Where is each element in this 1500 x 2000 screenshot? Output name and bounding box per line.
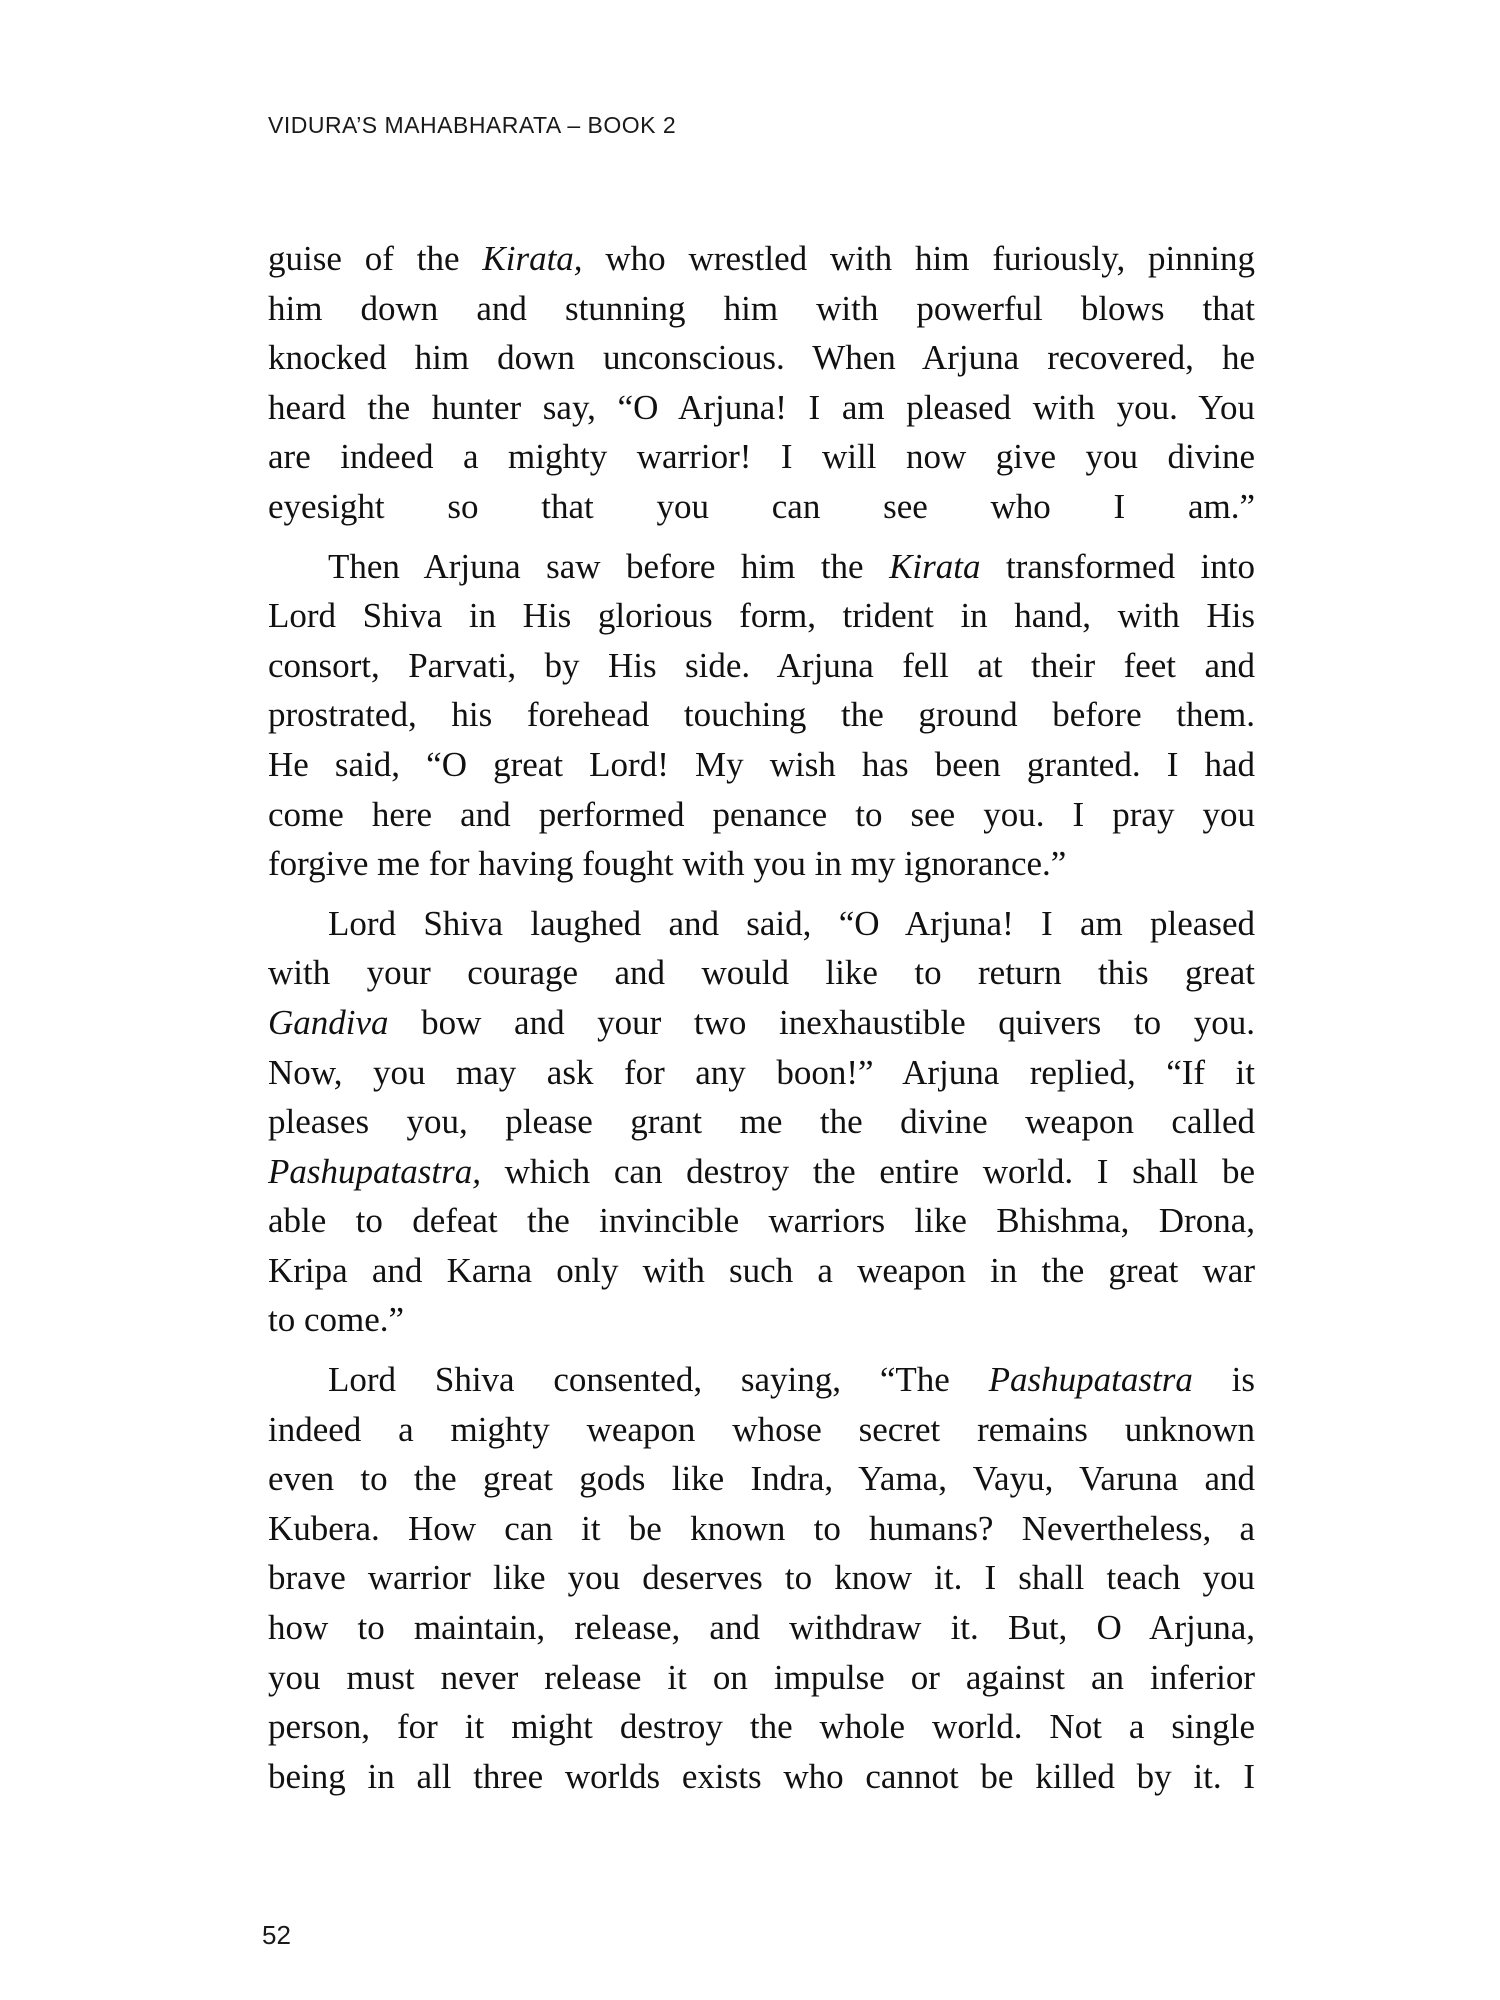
italic-term: Gandiva xyxy=(268,1002,389,1042)
text-line: Kripa and Karna only with such a weapon in the great war xyxy=(268,1250,1255,1290)
italic-term: Kirata xyxy=(889,546,981,586)
text-line: with your courage and would like to return this great xyxy=(268,953,1255,993)
italic-term: Pashupatastra, xyxy=(268,1151,481,1191)
text-line: Gandiva bow and your two inexhaustible quivers to you. xyxy=(268,1002,1255,1042)
text-line: eyesight so that you can see who I am.” xyxy=(268,486,1255,526)
running-head: VIDURA’S MAHABHARATA – BOOK 2 xyxy=(268,112,677,138)
text-line: Lord Shiva consented, saying, “The Pashupatastra is xyxy=(328,1360,1255,1400)
text-line: Lord Shiva laughed and said, “O Arjuna! I am pleased xyxy=(328,903,1255,943)
text-line: heard the hunter say, “O Arjuna! I am pleased with you. You xyxy=(268,387,1255,427)
text-line: Kubera. How can it be known to humans? Nevertheless, a xyxy=(268,1508,1255,1548)
text-line: even to the great gods like Indra, Yama, Vayu, Varuna and xyxy=(268,1459,1255,1499)
text-line: him down and stunning him with powerful blows that xyxy=(268,288,1255,328)
text-line: are indeed a mighty warrior! I will now give you divine xyxy=(268,437,1255,477)
text-line: you must never release it on impulse or against an inferior xyxy=(268,1657,1255,1697)
text-line: being in all three worlds exists who cannot be killed by it. I xyxy=(268,1756,1255,1796)
text-line: prostrated, his forehead touching the ground before them. xyxy=(268,695,1255,735)
text-line: to come.” xyxy=(268,1300,405,1340)
paragraph-3 xyxy=(268,899,1255,1345)
text-line: guise of the Kirata, who wrestled with him furiously, pinning xyxy=(268,239,1256,278)
text-line: come here and performed penance to see you. I pray you xyxy=(268,794,1255,834)
text-line: Then Arjuna saw before him the Kirata transformed into xyxy=(328,546,1255,586)
text-line: knocked him down unconscious. When Arjuna recovered, he xyxy=(268,338,1255,378)
body-text xyxy=(268,234,1255,1801)
text-line: Lord Shiva in His glorious form, trident in hand, with His xyxy=(268,596,1255,636)
text-line: Pashupatastra, which can destroy the entire world. I shall be xyxy=(268,1151,1255,1191)
text-line: able to defeat the invincible warriors like Bhishma, Drona, xyxy=(268,1201,1255,1241)
paragraph-1 xyxy=(268,234,1255,532)
page-number: 52 xyxy=(262,1920,291,1950)
text-line: forgive me for having fought with you in my ignorance.” xyxy=(268,844,1067,884)
text-line: pleases you, please grant me the divine weapon called xyxy=(268,1102,1255,1142)
text-line: indeed a mighty weapon whose secret remains unknown xyxy=(268,1409,1255,1449)
text-line: brave warrior like you deserves to know it. I shall teach you xyxy=(268,1558,1255,1598)
text-line: how to maintain, release, and withdraw it. But, O Arjuna, xyxy=(268,1608,1255,1648)
italic-term: Kirata, xyxy=(482,239,583,278)
text-line: consort, Parvati, by His side. Arjuna fell at their feet and xyxy=(268,645,1255,685)
paragraph-4 xyxy=(268,1355,1255,1801)
text-line: Now, you may ask for any boon!” Arjuna replied, “If it xyxy=(268,1052,1255,1092)
text-line: person, for it might destroy the whole world. Not a single xyxy=(268,1707,1255,1747)
italic-term: Pashupatastra xyxy=(988,1360,1193,1400)
text-line: He said, “O great Lord! My wish has been granted. I had xyxy=(268,744,1255,784)
paragraph-2 xyxy=(268,542,1255,889)
